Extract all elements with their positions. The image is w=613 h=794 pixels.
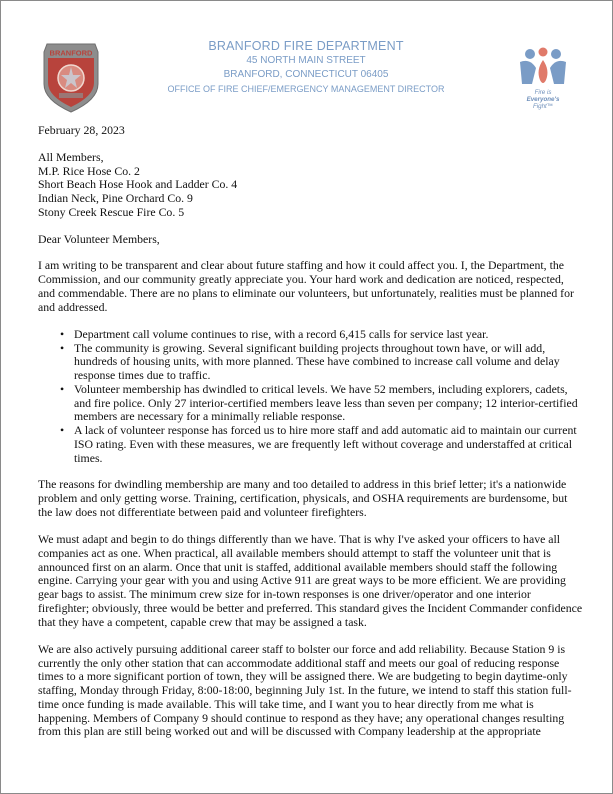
bullet-list	[38, 328, 583, 466]
salutation: Dear Volunteer Members,	[38, 231, 160, 246]
street-address: 45 NORTH MAIN STREET	[246, 55, 366, 66]
office-title: OFFICE OF FIRE CHIEF/EMERGENCY MANAGEMENT DIRECTOR	[167, 84, 445, 94]
bullet-item: • A lack of volunteer response has forced us to hire more staff and add automatic aid to maintain our current ISO rating. Even with these measures, we are frequently left without coverage and understaffed at critical times.	[74, 424, 583, 465]
letterhead	[141, 38, 471, 96]
recipient-line: Short Beach Hose Hook and Ladder Co. 4	[38, 177, 238, 192]
letter-date: February 28, 2023	[38, 123, 125, 137]
recipient-line: Indian Neck, Pine Orchard Co. 9	[38, 191, 193, 205]
recipient-line: M.P. Rice Hose Co. 2	[38, 163, 140, 178]
recipient-line: Stony Creek Rescue Fire Co. 5	[38, 204, 185, 219]
paragraph-reasons: The reasons for dwindling membership are many and too detailed to address in this brief letter; it's a nationwide problem and only getting worse. Training, certification, physicals, and OSHA requirements are burdensome, but the law does not differentiate between paid and volunteer firefighters.	[38, 477, 568, 519]
branford-fire-badge-logo	[42, 38, 100, 114]
department-name: BRANFORD FIRE DEPARTMENT	[208, 39, 404, 53]
paragraph-staffing: We are also actively pursuing additional career staff to bolster our force and add reliability. Because Station 9 is currently the only other station that can accommodate additional staff and meets our goal of reducing response times to a more significant portion of town, they will be assigned there. We are budgeting to begin daytime-only staffing, Monday through Friday, 8:00-18:00, beginning July 1st. In the future, we intend to staff this station full-time once funding is made available. This will take time, and I want you to hear directly from me what is happening. Members of Company 9 should continue to respond as they have; any operational changes resulting from this plan are still being worked out and will be discussed with Company leadership at the appropriate	[38, 641, 572, 739]
bullet-item: • The community is growing. Several significant building projects throughout town have, or will add, hundreds of housing units, with more planned. These have combined to increase call volume and delay response times due to traffic.	[74, 342, 583, 383]
recipient-line: All Members,	[38, 149, 104, 164]
bullet-item: • Department call volume continues to rise, with a record 6,415 calls for service last year.	[74, 328, 583, 342]
svg-text:Fight™: Fight™	[533, 103, 553, 110]
svg-text:Everyone's: Everyone's	[526, 96, 560, 103]
recipient-block	[38, 151, 583, 220]
badge-text: BRANFORD	[49, 48, 93, 58]
city-state-zip: BRANFORD, CONNECTICUT 06405	[223, 69, 389, 80]
svg-text:Fire is: Fire is	[534, 89, 552, 96]
paragraph-adapt: We must adapt and begin to do things differently than we have. That is why I've asked your officers to have all companies act as one. When practical, all available members should attempt to staff the volunteer unit that is announced first on an alarm. Once that unit is staffed, additional available members should staff the following engine. Carrying your gear with you and using Active 911 are great ways to be more efficient. We are providing gear bags to assist. The minimum crew size for in-town responses is one driver/operator and one interior firefighter; obviously, three would be better and preferred. This standard gives the Incident Commander confidence that they have a competent, capable crew that may be assigned a task.	[38, 532, 583, 629]
bullet-item: • Volunteer membership has dwindled to critical levels. We have 52 members, including explorers, cadets, and fire police. Only 27 interior-certified members leave less than seven per company; 12 interior-certified members are necessary for a minimally reliable response.	[74, 383, 583, 424]
fire-is-everyones-fight-logo	[512, 42, 574, 120]
paragraph-intro: I am writing to be transparent and clear about future staffing and how it could affect you. I, the Department, the Commission, and our community greatly appreciate you. Your hard work and dedication are noticed, respected, and commendable. There are no plans to eliminate our volunteers, but unfortunately, realities must be planned for and addressed.	[38, 258, 574, 314]
letter-body	[38, 124, 583, 753]
